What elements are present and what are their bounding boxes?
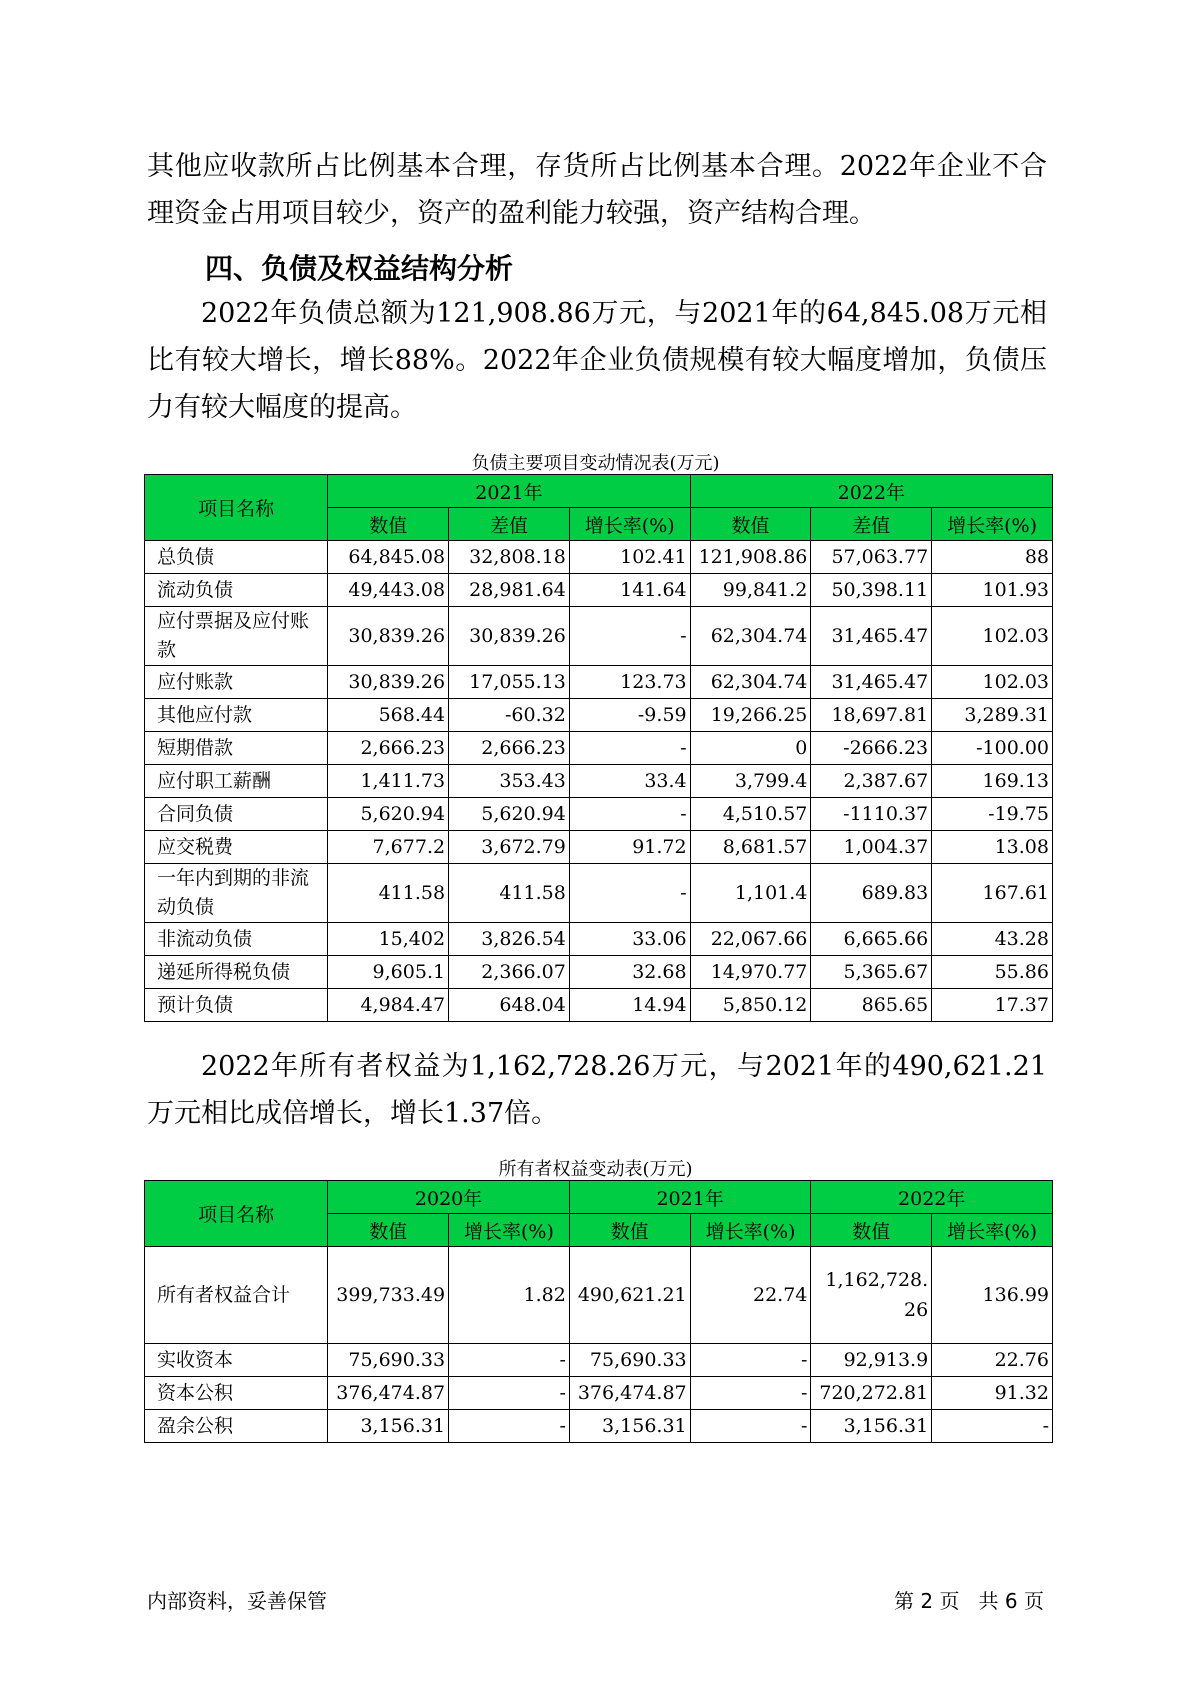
header-year-2021: 2021年 (328, 475, 690, 508)
header-item-name: 项目名称 (145, 475, 328, 541)
row-label: 其他应付款 (145, 699, 328, 732)
row-label: 资本公积 (145, 1377, 328, 1410)
intro-paragraph: 其他应收款所占比例基本合理，存货所占比例基本合理。2022年企业不合理资金占用项目较少，资产的盈利能力较强，资产结构合理。 (147, 151, 1047, 229)
row-label: 应付职工薪酬 (145, 765, 328, 798)
table-row (145, 798, 1053, 831)
table-cell: 75,690.33 (569, 1344, 690, 1377)
table-cell: 2,666.23 (449, 732, 570, 765)
table-cell: 3,289.31 (932, 699, 1053, 732)
table-cell: 376,474.87 (328, 1377, 449, 1410)
header-value: 数值 (690, 508, 811, 541)
table-row (145, 765, 1053, 798)
table-cell: 2,366.07 (449, 956, 570, 989)
header-growth: 增长率(%) (932, 1214, 1053, 1247)
table-cell: 1.82 (449, 1247, 570, 1344)
table-cell: 3,826.54 (449, 923, 570, 956)
table-cell: - (569, 798, 690, 831)
table-cell: - (690, 1410, 811, 1443)
table-cell: - (449, 1377, 570, 1410)
table-cell: 376,474.87 (569, 1377, 690, 1410)
table-cell: 31,465.47 (811, 607, 932, 666)
liability-table (144, 474, 1053, 1022)
table-cell: 28,981.64 (449, 574, 570, 607)
table-cell: 32,808.18 (449, 541, 570, 574)
table-cell: 169.13 (932, 765, 1053, 798)
header-growth: 增长率(%) (449, 1214, 570, 1247)
table-cell: -100.00 (932, 732, 1053, 765)
table-cell: 141.64 (569, 574, 690, 607)
row-label: 流动负债 (145, 574, 328, 607)
table-cell: 30,839.26 (328, 666, 449, 699)
table-cell: 14,970.77 (690, 956, 811, 989)
row-label: 短期借款 (145, 732, 328, 765)
header-value: 数值 (328, 1214, 449, 1247)
table-cell: 689.83 (811, 864, 932, 923)
table-cell: 91.72 (569, 831, 690, 864)
table-cell: 43.28 (932, 923, 1053, 956)
table-row (145, 956, 1053, 989)
table-cell: -60.32 (449, 699, 570, 732)
table-cell: 102.03 (932, 607, 1053, 666)
table-cell: 3,156.31 (811, 1410, 932, 1443)
table-cell: 13.08 (932, 831, 1053, 864)
table-cell: 3,156.31 (328, 1410, 449, 1443)
row-label: 一年内到期的非流动负债 (145, 864, 328, 923)
table-cell: 102.03 (932, 666, 1053, 699)
equity-paragraph: 2022年所有者权益为1,162,728.26万元，与2021年的490,621.21万元相比成倍增长，增长1.37倍。 (147, 1051, 1047, 1129)
table-cell: 5,620.94 (449, 798, 570, 831)
table-row (145, 864, 1053, 923)
header-year-2021: 2021年 (569, 1181, 811, 1214)
table-cell: 9,605.1 (328, 956, 449, 989)
table-cell: 19,266.25 (690, 699, 811, 732)
row-label: 应付账款 (145, 666, 328, 699)
table-cell: 15,402 (328, 923, 449, 956)
table-cell: 399,733.49 (328, 1247, 449, 1344)
table-row (145, 831, 1053, 864)
row-label: 总负债 (145, 541, 328, 574)
table-cell: 32.68 (569, 956, 690, 989)
row-label: 应付票据及应付账款 (145, 607, 328, 666)
table-cell: 3,672.79 (449, 831, 570, 864)
table-cell: 865.65 (811, 989, 932, 1022)
table-cell: 14.94 (569, 989, 690, 1022)
table-row (145, 607, 1053, 666)
table-cell: 62,304.74 (690, 607, 811, 666)
table-row (145, 989, 1053, 1022)
table-cell: 22.76 (932, 1344, 1053, 1377)
row-label: 递延所得税负债 (145, 956, 328, 989)
table-cell: 22,067.66 (690, 923, 811, 956)
table-cell: 5,365.67 (811, 956, 932, 989)
section-title: 四、负债及权益结构分析 (205, 252, 514, 285)
table-row (145, 666, 1053, 699)
footer-page-number: 第 2 页 共 6 页 (894, 1589, 1044, 1613)
table-cell: 123.73 (569, 666, 690, 699)
table-cell: 4,984.47 (328, 989, 449, 1022)
table-cell: 30,839.26 (449, 607, 570, 666)
table-cell: 17,055.13 (449, 666, 570, 699)
table-cell: 30,839.26 (328, 607, 449, 666)
row-label: 应交税费 (145, 831, 328, 864)
table-cell: 22.74 (690, 1247, 811, 1344)
table-row (145, 1377, 1053, 1410)
table-cell: -1110.37 (811, 798, 932, 831)
row-label: 非流动负债 (145, 923, 328, 956)
table-cell: - (932, 1410, 1053, 1443)
table-cell: 1,004.37 (811, 831, 932, 864)
table-cell: 121,908.86 (690, 541, 811, 574)
table-cell: - (569, 732, 690, 765)
table-cell: 1,162,728.26 (811, 1247, 932, 1344)
table-cell: 31,465.47 (811, 666, 932, 699)
table-cell: 62,304.74 (690, 666, 811, 699)
table-cell: 102.41 (569, 541, 690, 574)
table-cell: 353.43 (449, 765, 570, 798)
table-cell: 1,411.73 (328, 765, 449, 798)
table-cell: 4,510.57 (690, 798, 811, 831)
header-growth: 增长率(%) (569, 508, 690, 541)
table-cell: 167.61 (932, 864, 1053, 923)
table-row (145, 923, 1053, 956)
table-cell: 75,690.33 (328, 1344, 449, 1377)
row-label: 盈余公积 (145, 1410, 328, 1443)
table-cell: 411.58 (328, 864, 449, 923)
table-cell: 0 (690, 732, 811, 765)
table-cell: 33.06 (569, 923, 690, 956)
header-growth: 增长率(%) (932, 508, 1053, 541)
table-cell: 17.37 (932, 989, 1053, 1022)
table-cell: 55.86 (932, 956, 1053, 989)
table-row (145, 732, 1053, 765)
table-cell: 92,913.9 (811, 1344, 932, 1377)
table-cell: 5,850.12 (690, 989, 811, 1022)
table-cell: 136.99 (932, 1247, 1053, 1344)
table-row (145, 1410, 1053, 1443)
table-cell: 18,697.81 (811, 699, 932, 732)
table-cell: 64,845.08 (328, 541, 449, 574)
table-cell: 49,443.08 (328, 574, 449, 607)
table-cell: -2666.23 (811, 732, 932, 765)
table-cell: 3,799.4 (690, 765, 811, 798)
equity-table-caption: 所有者权益变动表(万元) (498, 1159, 693, 1180)
table-cell: - (690, 1344, 811, 1377)
table-cell: 648.04 (449, 989, 570, 1022)
table-cell: 57,063.77 (811, 541, 932, 574)
table-cell: 8,681.57 (690, 831, 811, 864)
table-row (145, 1344, 1053, 1377)
table-cell: -9.59 (569, 699, 690, 732)
header-value: 数值 (811, 1214, 932, 1247)
header-value: 数值 (328, 508, 449, 541)
header-diff: 差值 (811, 508, 932, 541)
table-row (145, 699, 1053, 732)
row-label: 所有者权益合计 (145, 1247, 328, 1344)
table-cell: 7,677.2 (328, 831, 449, 864)
table-cell: 101.93 (932, 574, 1053, 607)
table-cell: 2,387.67 (811, 765, 932, 798)
table-cell: 88 (932, 541, 1053, 574)
table-cell: 1,101.4 (690, 864, 811, 923)
header-year-2020: 2020年 (328, 1181, 570, 1214)
table-cell: - (690, 1377, 811, 1410)
table-row (145, 541, 1053, 574)
table-cell: 33.4 (569, 765, 690, 798)
table-cell: - (569, 864, 690, 923)
table-cell: 568.44 (328, 699, 449, 732)
header-value: 数值 (569, 1214, 690, 1247)
header-year-2022: 2022年 (690, 475, 1052, 508)
table-cell: 91.32 (932, 1377, 1053, 1410)
table-cell: 490,621.21 (569, 1247, 690, 1344)
row-label: 实收资本 (145, 1344, 328, 1377)
header-diff: 差值 (449, 508, 570, 541)
table-row (145, 1247, 1053, 1344)
table-cell: - (449, 1344, 570, 1377)
row-label: 预计负债 (145, 989, 328, 1022)
header-growth: 增长率(%) (690, 1214, 811, 1247)
equity-table (144, 1180, 1053, 1443)
table-cell: - (449, 1410, 570, 1443)
liability-table-caption: 负债主要项目变动情况表(万元) (471, 453, 720, 474)
row-label: 合同负债 (145, 798, 328, 831)
header-item-name: 项目名称 (145, 1181, 328, 1247)
table-cell: 6,665.66 (811, 923, 932, 956)
table-cell: 5,620.94 (328, 798, 449, 831)
table-cell: 2,666.23 (328, 732, 449, 765)
table-cell: -19.75 (932, 798, 1053, 831)
table-cell: 99,841.2 (690, 574, 811, 607)
table-cell: 411.58 (449, 864, 570, 923)
table-cell: - (569, 607, 690, 666)
footer-confidential-note: 内部资料，妥善保管 (147, 1589, 327, 1613)
table-cell: 3,156.31 (569, 1410, 690, 1443)
table-cell: 50,398.11 (811, 574, 932, 607)
table-cell: 720,272.81 (811, 1377, 932, 1410)
liability-paragraph: 2022年负债总额为121,908.86万元，与2021年的64,845.08万元相比有较大增长，增长88%。2022年企业负债规模有较大幅度增加，负债压力有较大幅度的提高。 (147, 298, 1047, 423)
header-year-2022: 2022年 (811, 1181, 1053, 1214)
table-row (145, 574, 1053, 607)
